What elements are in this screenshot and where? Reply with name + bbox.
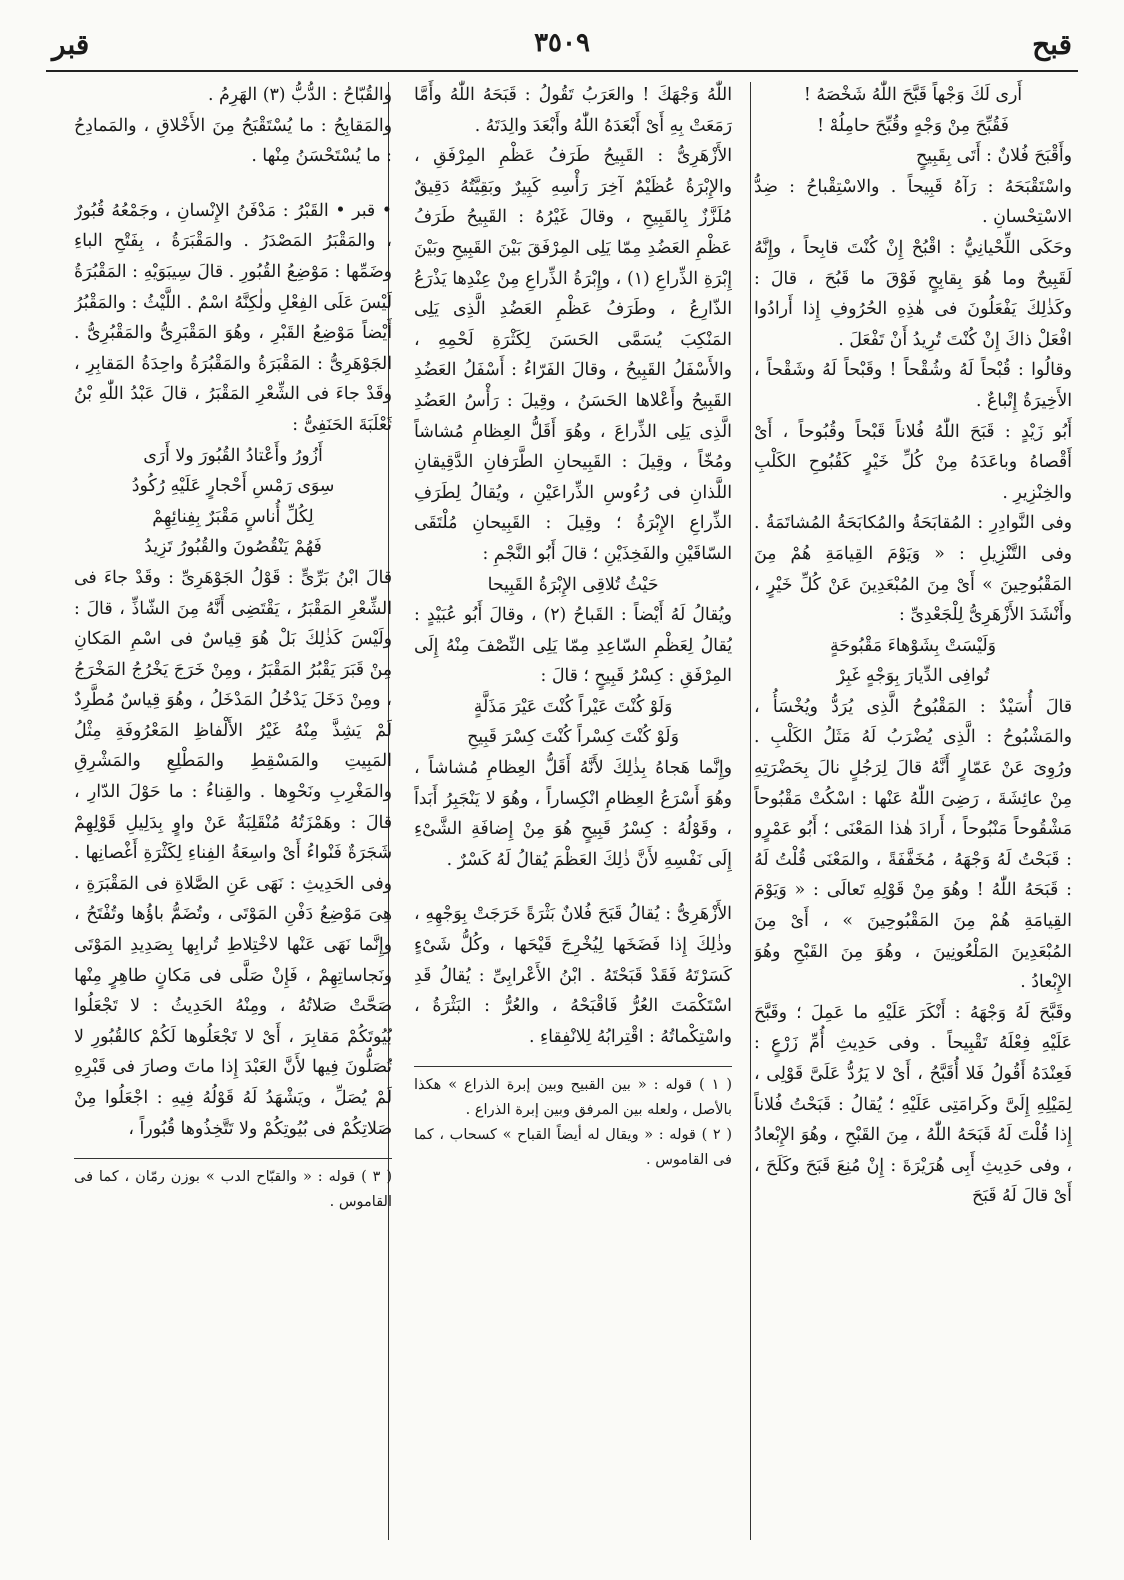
header-left-word: قبر — [52, 28, 90, 61]
entry-qbr: • قبر • القَبْرُ : مَدْفَنُ الإِنْسانِ ، وجَمْعُهُ قُبُورٌ ، والمَقْبَرُ المَصْدَرُ . والمَقْبَرَةُ ، بِفَتْحِ الباءِ وضَمِّها : مَوْضِعُ القُبُورِ . قالَ سِيبَوَيْهِ : المَقْبُرَةُ لَيْسَ عَلَى الفِعْلِ ولٰكِنَّهُ اسْمٌ . اللَّيْثُ : والمَقْبُرُ أَيْضاً مَوْضِعُ القَبْرِ ، وهُوَ المَقْبَرِىُّ والمَقْبُرِىُّ . الجَوْهَرِىُّ : المَقْبَرَةُ والمَقْبُرَةُ واحِدَةُ المَقابِرِ ، وقَدْ جاءَ فى الشِّعْرِ المَقْبَرُ ، قالَ عَبْدُ اللّٰهِ بْنُ ثَعْلَبَةَ الحَنَفِىُّ : — [74, 200, 392, 435]
paragraph: اللّٰهُ وَجْهَكَ ! والعَرَبُ تَقُولُ : قَبَحَهُ اللّٰهُ وأَمَّا رَمَعَتْ بِهِ أَىْ أَبْعَدَهُ اللّٰهُ وأَبْعَدَ والِدَتَهُ . — [414, 85, 732, 136]
paragraph: والقُبّاحُ : الدُّبُّ (٣) الهَرِمُ . — [207, 85, 392, 105]
verse-line: أَزُورُ وأَعْتادُ القُبُورَ ولا أَرَى — [143, 445, 323, 466]
paragraph: والمَقابِحُ : ما يُسْتَقْبَحُ مِنَ الأَخْلاقِ ، والمَمادِحُ : ما يُسْتَحْسَنُ مِنْها . — [74, 115, 392, 167]
column-middle — [414, 80, 732, 1544]
paragraph: قالَ أُسَيْدٌ : المَقْبُوحُ الَّذِى يُرَدُّ ويُخْسَأُ ، والمَشْبُوحُ : الَّذِى يُضْرَبُ لَهُ مَثَلُ الكَلْبِ . ورُوِىَ عَنْ عَمّارٍ أَنَّهُ قالَ لِرَجُلٍ نالَ بِحَضْرَتِهِ مِنْ عائِشَةَ ، رَضِىَ اللّٰهُ عَنْها : اسْكُتْ مَقْبُوحاً مَشْقُوحاً مَنْبُوحاً ، أَرادَ هٰذا المَعْنَى ؛ أَبُو عَمْرٍو : قَبَحْتُ لَهُ وَجْهَهُ ، مُخَفَّفَةً ، والمَعْنَى قُلْتُ لَهُ : قَبَحَهُ اللّٰهُ ! وهُوَ مِنْ قَوْلِهِ تَعالَى : « وَيَوْمَ القِيامَةِ هُمْ مِنَ المَقْبُوحِينَ » ، أَىْ مِنَ المُبْعَدِينَ المَلْعُونِينَ ، وهُوَ مِنَ القَبْحِ وهُوَ الإِبْعادُ . — [754, 696, 1072, 993]
verse-line: وَلَوْ كُنْتَ كِسْراً كُنْتَ كِسْرَ قَبِيحِ — [467, 727, 679, 748]
paragraph: أَبُو زَيْدٍ : قَبَحَ اللّٰهُ فُلاناً قَبْحاً وقُبُوحاً ، أَىْ أَقْصاهُ وباعَدَهُ مِنْ كُلِّ خَيْرٍ كَقُبُوحِ الكَلْبِ والخِنْزِيرِ . — [754, 421, 1072, 503]
verse-line: وَلَيْسَتْ بِشَوْهاءَ مَقْبُوحَةٍ — [830, 635, 996, 656]
paragraph: قالَ ابْنُ بَرِّىٍّ : قَوْلُ الجَوْهَرِىِّ : وقَدْ جاءَ فى الشِّعْرِ المَقْبَرُ ، يَقْتَضِى أَنَّهُ مِنَ الشّاذِّ ، قالَ : ولَيْسَ كَذٰلِكَ بَلْ هُوَ قِياسٌ فى اسْمِ المَكانِ مِنْ قَبَرَ يَقْبُرُ المَقْبَرُ ، ومِنْ خَرَجَ يَخْرُجُ المَخْرَجُ ، ومِنْ دَخَلَ يَدْخُلُ المَدْخَلُ ، وهُوَ قِياسٌ مُطَّرِدٌ لَمْ يَشِذَّ مِنْهُ غَيْرُ الأَلْفاظِ المَعْرُوفَةِ مِثْلُ المَبِيتِ والمَسْقِطِ والمَطْلِعِ والمَشْرِقِ والمَغْرِبِ ونَحْوِها . والقِناءُ : ما حَوْلَ الدّارِ ، قالَ : وهَمْزَتُهُ مُنْقَلِبَةٌ عَنْ واوٍ بِدَلِيلِ قَوْلِهِمْ شَجَرَةٌ فَنْواءُ أَىْ واسِعَةُ الفِناءِ لِكَثْرَةِ أَغْصانِها . وفى الحَدِيثِ : نَهَى عَنِ الصَّلاةِ فى المَقْبَرَةِ ، هِىَ مَوْضِعُ دَفْنِ المَوْتَى ، وتُضَمُّ باؤُها وتُفْتَحُ ، وإِنَّما نَهَى عَنْها لاخْتِلاطِ تُرابِها بِصَدِيدِ المَوْتَى ونَجاساتِهِمْ ، فَإِنْ صَلَّى فى مَكانٍ طاهِرٍ مِنْها صَحَّتْ صَلاتُهُ ، ومِنْهُ الحَدِيثُ : لا تَجْعَلُوا بُيُوتَكُمْ مَقابِرَ ، أَىْ لا تَجْعَلُوها لَكُمْ كالقُبُورِ لا تُصَلُّونَ فِيها لأَنَّ العَبْدَ إِذا ماتَ وصارَ فى قَبْرِهِ لَمْ يُصَلِّ ، ويَشْهَدُ لَهُ قَوْلُهُ فِيهِ : اجْعَلُوا مِنْ صَلاتِكُمْ فى بُيُوتِكُمْ ولا تَتَّخِذُوها قُبُوراً ، — [74, 567, 392, 1139]
spacer — [414, 875, 732, 899]
footnote-rule — [74, 1158, 392, 1159]
column-left — [74, 80, 392, 1544]
paragraph: الأَزْهَرِىُّ : القَبِيحُ طَرَفُ عَظْمِ المِرْفَقِ ، والإِبْرَةُ عُظَيْمٌ آخِرَ رَأْسِهِ كَبِيرٌ وبَقِيَّتُهُ دَقِيقٌ مُلَزَّزٌ بِالقَبِيحِ ، وقالَ غَيْرُهُ : القَبِيحُ طَرَفُ عَظْمِ العَضُدِ مِمّا يَلِى المِرْفَقَ بَيْنَ القَبِيحِ وبَيْنَ إِبْرَةِ الذِّراعِ (١) ، وإِبْرَةُ الذِّراعِ مِنْ عِنْدِها يَذْرَعُ الذّارِعُ ، وطَرَفُ عَظْمِ العَضُدِ الَّذِى يَلِى المَنْكِبَ يُسَمَّى الحَسَنَ لِكَثْرَةِ لَحْمِهِ ، والأَسْفَلُ القَبِيحُ ، وقالَ الفَرّاءُ : أَسْفَلُ العَضُدِ القَبِيحُ وأَعْلاها الحَسَنُ ، وقِيلَ : رَأْسُ العَضُدِ الَّذِى يَلِى الذِّراعَ ، وهُوَ أَقَلُّ العِظامِ مُشاشاً ومُخّاً ، وقِيلَ : القَبِيحانِ الطَّرَفانِ الدَّقِيقانِ اللَّذانِ فى رُءُوسِ الذِّراعَيْنِ ، ويُقالُ لِطَرَفِ الذِّراعِ الإِبْرَةُ ؛ وقِيلَ : القَبِيحانِ مُلْتَقَى السّاقَيْنِ والفَخِذَيْنِ ؛ قالَ أَبُو النَّجْمِ : — [414, 146, 732, 564]
verse-line: أَرى لَكَ وَجْهاً قَبَّحَ اللّٰهُ شَخْصَهُ ! — [803, 85, 1023, 105]
paragraph: وقالُوا : قُبْحاً لَهُ وشُقْحاً ! وقَبْحاً لَهُ وشَقْحاً ، الأَخِيرَةُ إِتْباعٌ . — [754, 360, 1072, 411]
spacer — [74, 172, 392, 196]
verse-line: لِكُلِّ أُناسٍ مَقْبَرٌ بِفِنائِهِمْ — [152, 506, 314, 527]
header-rule — [46, 70, 1078, 72]
paragraph: وقَبَّحَ لَهُ وَجْهَهُ : أَنْكَرَ عَلَيْهِ ما عَمِلَ ؛ وقَبَّحَ عَلَيْهِ فِعْلَهُ تَقْبِيحاً . وفى حَدِيثِ أُمِّ زَرْعٍ : فَعِنْدَهُ أَقُولُ فَلا أُقَبَّحُ ، أَىْ لا يَرُدُّ عَلَىَّ قَوْلِى ، لِمَيْلِهِ إِلَىَّ وكَرامَتِى عَلَيْهِ ؛ يُقالُ : قَبَحْتُ فُلاناً إِذا قُلْتَ لَهُ قَبَحَهُ اللّٰهُ ، مِنَ القَبْحِ ، وهُوَ الإِبْعادُ ، وفى حَدِيثِ أَبِى هُرَيْرَةَ : إِنْ مُنِعَ قَبَحَ وكَلَحَ ، أَىْ قالَ لَهُ قَبَحَ — [754, 1002, 1072, 1207]
page-number: ٣٥٠٩ — [534, 28, 590, 58]
paragraph: وأَقْبَحَ فُلانٌ : أَتَى بِقَبِيحٍ — [916, 146, 1072, 167]
paragraph: واسْتَقْبَحَهُ : رَآهُ قَبِيحاً . والاسْتِقْباحُ : ضِدُّ الاسْتِحْسانِ . — [754, 176, 1072, 228]
verse-line: فَهُمْ يَنْقُصُونَ والقُبُورُ تَزِيدُ — [144, 537, 322, 558]
header-right-word: قبح — [1032, 28, 1072, 61]
page-header — [52, 28, 1072, 68]
paragraph: ويُقالُ لَهُ أَيْضاً : القَباحُ (٢) ، وقالَ أَبُو عُبَيْدٍ : يُقالُ لِعَظْمِ السّاعِدِ مِمّا يَلِى النِّصْفَ مِنْهُ إِلَى المِرْفَقِ : كِسْرُ قَبِيحٍ ؛ قالَ : — [414, 605, 732, 687]
footnote: ( ٣ ) قوله : « والقبّاح الدب » بوزن رمّان ، كما فى القاموس . — [74, 1169, 392, 1211]
paragraph: وإِنَّما هَجاهُ بِذٰلِكَ لأَنَّهُ أَقَلُّ العِظامِ مُشاشاً ، وهُوَ أَسْرَعُ العِظامِ انْكِساراً ، وهُوَ لا يَنْجَبِرُ أَبَداً ، وقَوْلُهُ : كِسْرُ قَبِيحٍ هُوَ مِنْ إِضافَةِ الشَّىْءِ إِلَى نَفْسِهِ لأَنَّ ذٰلِكَ العَظْمَ يُقالُ لَهُ كَسْرٌ . — [414, 758, 732, 870]
verse-line: وَلَوْ كُنْتَ عَيْراً كُنْتَ عَيْرَ مَذَلَّةٍ — [473, 696, 673, 717]
footnote: ( ١ ) قوله : « بين القبيح وبين إبرة الذراع » هكذا بالأصل ، ولعله بين المرفق وبين إبرة الذراع . — [414, 1077, 732, 1119]
verse-line: تُوافِى الدِّيارَ بِوَجْهٍ غَبِرْ — [836, 666, 990, 687]
verse-line: فَقُبِّحَ مِنْ وَجْهٍ وقُبِّحَ حامِلُهْ ! — [817, 115, 1009, 136]
footnote-rule — [414, 1066, 732, 1067]
column-right — [754, 80, 1072, 1544]
paragraph: الأَزْهَرِىُّ : يُقالُ قَبَحَ فُلانٌ بَثْرَةً خَرَجَتْ بِوَجْهِهِ ، وذٰلِكَ إِذا فَضَخَها لِيُخْرِجَ قَيْحَها ، وكُلُّ شَىْءٍ كَسَرْتَهُ فَقَدْ قَبَحْتَهُ . ابْنُ الأَعْرابِىِّ : يُقالُ قَدِ اسْتَكْمَتَ العُرُّ فَاقْبَحْهُ ، والعُرُّ : البَثْرَةُ ، واسْتِكْماتُهُ : اقْتِرابُهُ لِلانْفِقاءِ . — [414, 904, 732, 1047]
verse-line: سِوَى رَمْسِ أَحْجارٍ عَلَيْهِ رُكُودُ — [131, 476, 335, 497]
verse-line: حَيْثُ تُلاقِى الإِبْرَةُ القَبِيحا — [487, 574, 659, 595]
column-divider — [750, 82, 751, 1540]
paragraph: وحَكَى اللِّحْيانِيُّ : اقْبُحْ إِنْ كُنْتَ قابِحاً ، وإِنَّهُ لَقَبِيحٌ وما هُوَ بِقابِحٍ فَوْقَ ما قَبُحَ ، قالَ : وكَذٰلِكَ يَفْعَلُونَ فى هٰذِهِ الحُرُوفِ إِذا أَرادُوا افْعَلْ ذاكَ إِنْ كُنْتَ تُرِيدُ أَنْ تَفْعَلَ . — [754, 237, 1072, 350]
paragraph: وفى النَّوادِرِ : المُقابَحَةُ والمُكابَحَةُ المُشاتَمَةُ . وفى التَّنْزِيلِ : « وَيَوْمَ القِيامَةِ هُمْ مِنَ المَقْبُوحِينَ » أَىْ مِنَ المُبْعَدِينَ عَنْ كُلِّ خَيْرٍ ، وأَنْشَدَ الأَزْهَرِىُّ لِلْجَعْدِىِّ : — [754, 513, 1072, 626]
footnote: ( ٢ ) قوله : « ويقال له أيضاً القباح » كسحاب ، كما فى القاموس . — [414, 1127, 732, 1169]
